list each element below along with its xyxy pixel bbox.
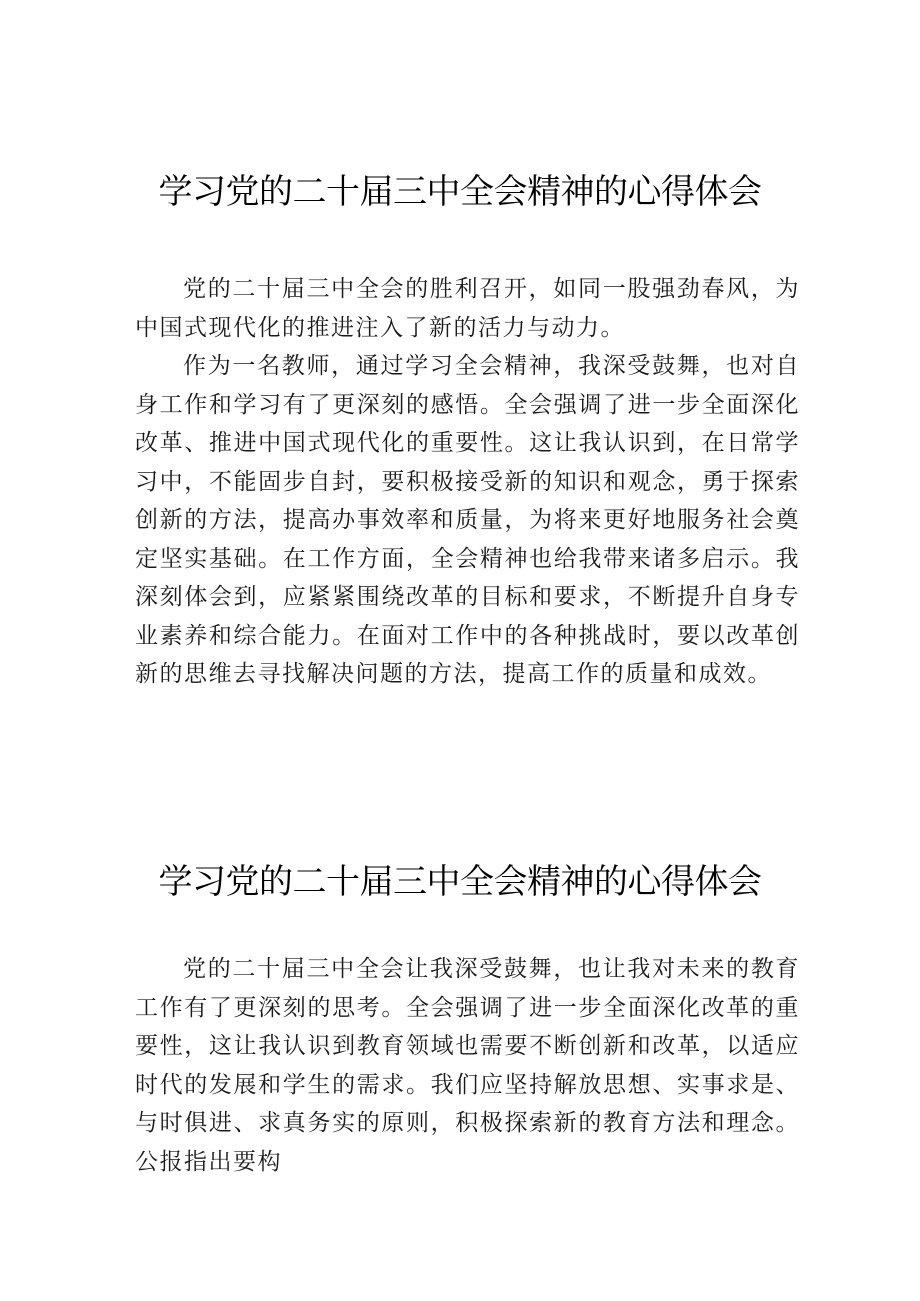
essay-section-2 bbox=[0, 862, 920, 1175]
essay-body-2 bbox=[135, 950, 800, 1181]
essay-title-2: 学习党的二十届三中全会精神的心得体会 bbox=[158, 862, 762, 902]
essay-paragraph: 党的二十届三中全会让我深受鼓舞，也让我对未来的教育工作有了更深刻的思考。全会强调了进一步全面深化改革的重要性，这让我认识到教育领域也需要不断创新和改革，以适应时代的发展和学生的需求。我们应坚持解放思想、实事求是、与时俱进、求真务实的原则，积极探索新的教育方法和理念。公报指出要构 bbox=[135, 956, 800, 1175]
essay-body-1 bbox=[135, 270, 800, 694]
essay-section-1 bbox=[0, 172, 920, 687]
essay-title-1: 学习党的二十届三中全会精神的心得体会 bbox=[158, 172, 762, 212]
essay-paragraph: 党的二十届三中全会的胜利召开，如同一股强劲春风，为中国式现代化的推进注入了新的活力与动力。 bbox=[135, 276, 800, 341]
essay-paragraph: 作为一名教师，通过学习全会精神，我深受鼓舞，也对自身工作和学习有了更深刻的感悟。全会强调了进一步全面深化改革、推进中国式现代化的重要性。这让我认识到，在日常学习中，不能固步自封，要积极接受新的知识和观念，勇于探索创新的方法，提高办事效率和质量，为将来更好地服务社会奠定坚实基础。在工作方面，全会精神也给我带来诸多启示。我深刻体会到，应紧紧围绕改革的目标和要求，不断提升自身专业素养和综合能力。在面对工作中的各种挑战时，要以改革创新的思维去寻找解决问题的方法，提高工作的质量和成效。 bbox=[135, 353, 800, 687]
